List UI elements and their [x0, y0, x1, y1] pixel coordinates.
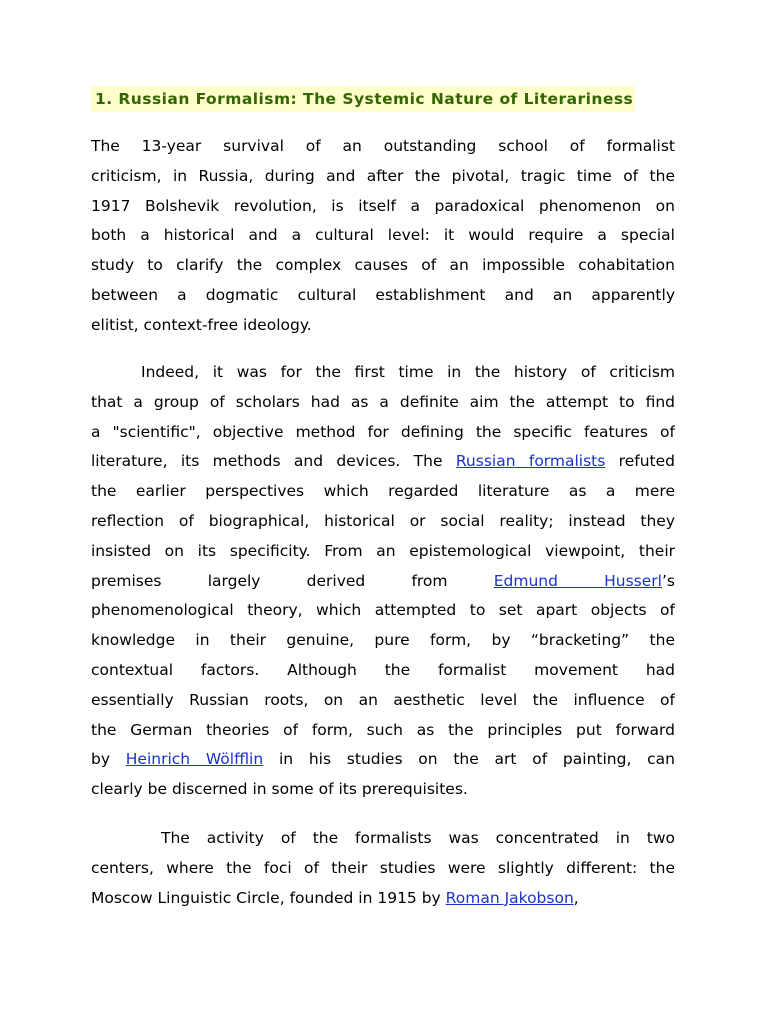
- text-line: a "scientific", objective method for defining the specific features of: [91, 422, 675, 441]
- text-line: reflection of biographical, historical or social reality; instead they: [91, 511, 675, 530]
- line-text: by: [91, 750, 126, 769]
- text-line: the German theories of form, such as the principles put forward: [91, 720, 675, 739]
- author-link[interactable]: Roman Jakobson: [445, 888, 574, 907]
- text-line: the earlier perspectives which regarded literature as a mere: [91, 482, 675, 501]
- text-line: 1917 Bolshevik revolution, is itself a paradoxical phenomenon on: [91, 196, 675, 215]
- author-link[interactable]: Edmund Husserl: [493, 571, 662, 590]
- section-heading-container: [91, 86, 675, 112]
- line-text: Moscow Linguistic Circle, founded in 1915 by: [91, 888, 446, 907]
- line-text: ,: [573, 888, 579, 907]
- text-line: criticism, in Russia, during and after the pivotal, tragic time of the: [91, 166, 675, 185]
- text-line: [91, 745, 675, 775]
- author-link[interactable]: Heinrich Wölfflin: [125, 750, 264, 769]
- line-text: premises largely derived from: [91, 571, 494, 590]
- text-line: phenomenological theory, which attempted to set apart objects of: [91, 601, 675, 620]
- text-line: elitist, context-free ideology.: [91, 315, 312, 334]
- text-line: both a historical and a cultural level: it would require a special: [91, 226, 675, 245]
- text-line: essentially Russian roots, on an aesthetic level the influence of: [91, 690, 675, 709]
- text-line: clearly be discerned in some of its prerequisites.: [91, 780, 468, 799]
- text-line: The activity of the formalists was concentrated in two: [161, 829, 675, 847]
- line-text: refuted: [605, 452, 675, 471]
- author-link[interactable]: Russian formalists: [455, 452, 606, 471]
- paragraph-2: [91, 358, 675, 805]
- text-line: that a group of scholars had as a definite aim the attempt to find: [91, 392, 675, 411]
- text-line: Indeed, it was for the first time in the history of criticism: [141, 363, 675, 381]
- line-text: in his studies on the art of painting, can: [263, 750, 675, 769]
- paragraph-1: [91, 132, 675, 341]
- line-text: ’s: [661, 571, 675, 590]
- text-line: [91, 567, 675, 597]
- text-line: centers, where the foci of their studies were slightly different: the: [91, 858, 675, 877]
- paragraph-3: [91, 824, 675, 913]
- text-line: [91, 884, 675, 914]
- text-line: knowledge in their genuine, pure form, by “bracketing” the: [91, 631, 675, 650]
- text-line: insisted on its specificity. From an epistemological viewpoint, their: [91, 541, 675, 560]
- text-line: The 13-year survival of an outstanding school of formalist: [91, 137, 675, 155]
- text-line: between a dogmatic cultural establishment and an apparently: [91, 285, 675, 304]
- text-line: contextual factors. Although the formalist movement had: [91, 660, 675, 679]
- text-line: [91, 447, 675, 477]
- line-text: literature, its methods and devices. The: [91, 452, 456, 471]
- text-line: study to clarify the complex causes of an impossible cohabitation: [91, 256, 675, 275]
- section-heading: 1. Russian Formalism: The Systemic Nature of Literariness: [91, 86, 635, 112]
